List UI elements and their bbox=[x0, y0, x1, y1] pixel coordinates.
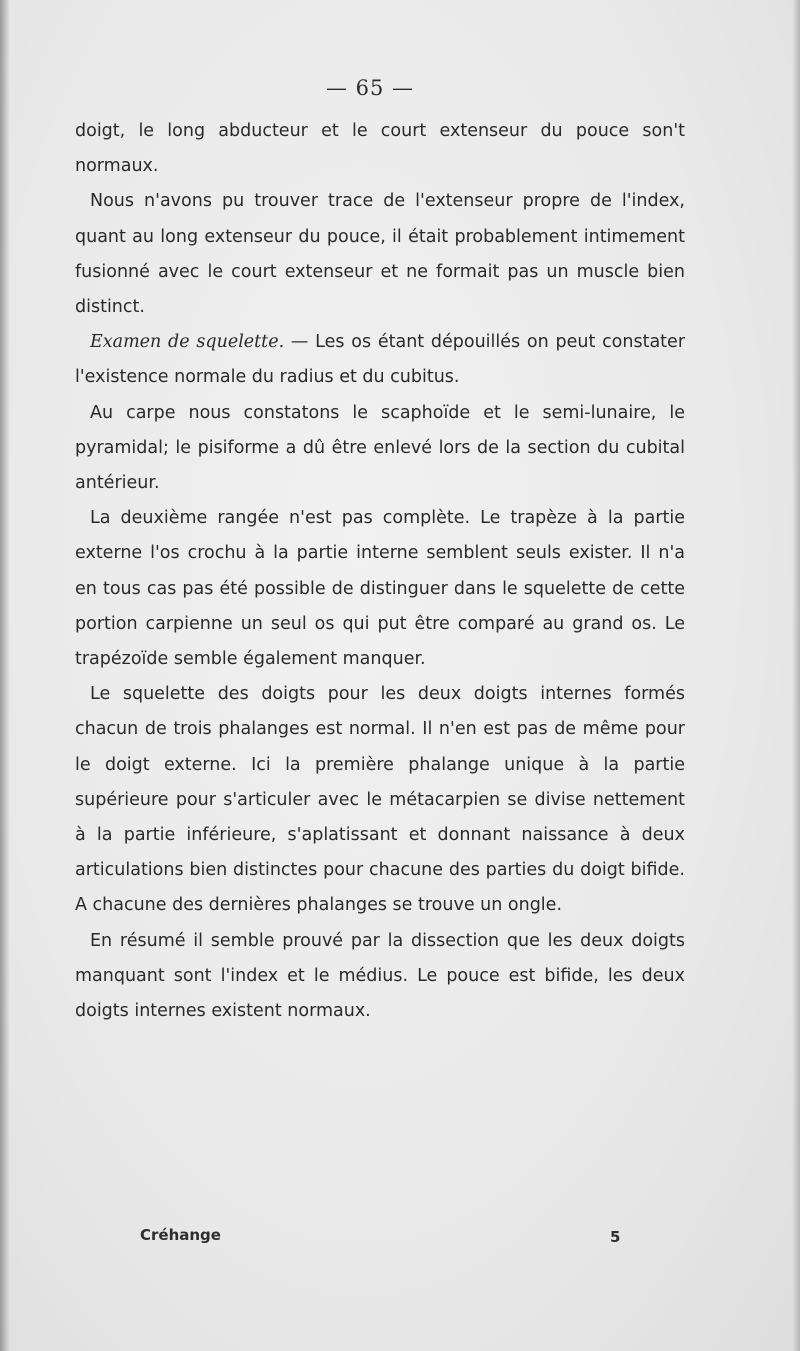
section-heading-italic: Examen de squelette. bbox=[90, 332, 285, 353]
paragraph-7: En résumé il semble prouvé par la dissection que les deux doigts manquant sont l'index et le médius. Le pouce est bifide, les deux doigts internes existent normaux. bbox=[75, 930, 685, 1022]
paragraph-2: Nous n'avons pu trouver trace de l'extenseur propre de l'index, quant au long extenseur du pouce, il était probablement intimement fusionné avec le court extenseur et ne formait pas un muscle bien distinct. bbox=[75, 191, 685, 318]
paragraph-3 bbox=[75, 325, 685, 395]
page-number: — 65 — bbox=[325, 76, 415, 100]
binding-shadow bbox=[0, 0, 10, 1351]
body-text bbox=[75, 114, 685, 1029]
paragraph-1: doigt, le long abducteur et le court extenseur du pouce son't normaux. bbox=[75, 121, 685, 177]
edge-shadow bbox=[792, 0, 800, 1351]
paragraph-3-text: — Les os étant dépouillés on peut constater l'existence normale du radius et du cubitus. bbox=[75, 332, 686, 388]
signature-number: 5 bbox=[610, 1228, 621, 1246]
paragraph-5: La deuxième rangée n'est pas complète. Le trapèze à la partie externe l'os crochu à la partie interne semblent seuls exister. Il n'a en tous cas pas été possible de distinguer dans le squelette de cette portion carpienne un seul os qui put être comparé au grand os. Le trapézoïde semble également manquer. bbox=[75, 508, 685, 670]
signature-mark: Créhange bbox=[140, 1226, 221, 1244]
paragraph-6: Le squelette des doigts pour les deux doigts internes formés chacun de trois phalanges est normal. Il n'en est pas de même pour le doigt externe. Ici la première phalange unique à la partie supérieure pour s'articuler avec le métacarpien se divise nettement à la partie inférieure, s'aplatissant et donnant naissance à deux articulations bien distinctes pour chacune des parties du doigt bifide. A chacune des dernières phalanges se trouve un ongle. bbox=[75, 684, 685, 916]
paragraph-4: Au carpe nous constatons le scaphoïde et le semi-lunaire, le pyramidal; le pisiforme a dû être enlevé lors de la section du cubital antérieur. bbox=[75, 402, 685, 494]
